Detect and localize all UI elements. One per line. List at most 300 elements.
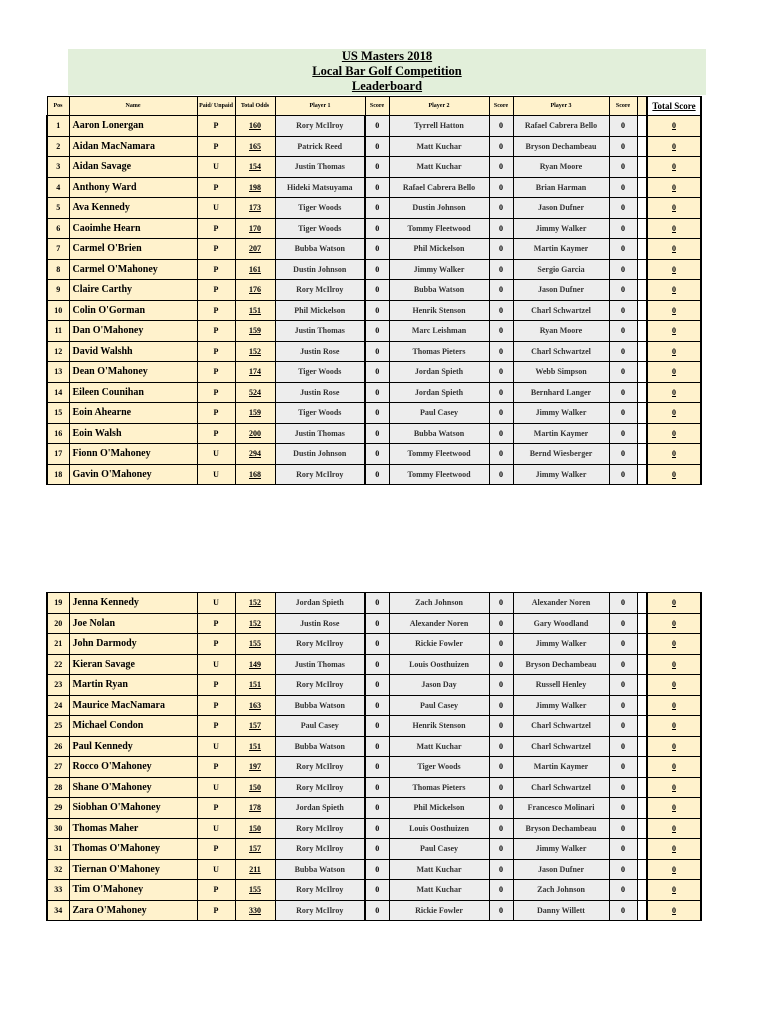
leaderboard-title: Leaderboard — [351, 79, 423, 93]
table-row — [47, 716, 701, 737]
row-name: Eileen Counihan — [69, 382, 197, 403]
table-row — [47, 280, 701, 301]
row-player3: Ryan Moore — [513, 321, 609, 342]
row-paid-status: P — [197, 382, 235, 403]
row-paid-status: P — [197, 136, 235, 157]
row-paid-status: U — [197, 444, 235, 465]
row-score1: 0 — [365, 444, 389, 465]
row-paid-status: P — [197, 321, 235, 342]
row-gap — [637, 880, 647, 901]
row-player2: Alexander Noren — [389, 613, 489, 634]
row-player3: Bryson Dechambeau — [513, 654, 609, 675]
row-player2: Thomas Pieters — [389, 341, 489, 362]
row-total-score: 0 — [647, 300, 701, 321]
table-row — [47, 321, 701, 342]
table-row — [47, 818, 701, 839]
row-player2: Dustin Johnson — [389, 198, 489, 219]
row-player2: Paul Casey — [389, 839, 489, 860]
table-row — [47, 157, 701, 178]
row-pos: 8 — [47, 259, 69, 280]
row-name: Thomas Maher — [69, 818, 197, 839]
row-paid-status: P — [197, 239, 235, 260]
row-total-score: 0 — [647, 900, 701, 921]
row-score1: 0 — [365, 218, 389, 239]
row-name: Siobhan O'Mahoney — [69, 798, 197, 819]
row-name: Gavin O'Mahoney — [69, 464, 197, 485]
row-player1: Bubba Watson — [275, 859, 365, 880]
row-total-score: 0 — [647, 218, 701, 239]
row-pos: 29 — [47, 798, 69, 819]
row-gap — [637, 757, 647, 778]
row-score1: 0 — [365, 157, 389, 178]
row-score2: 0 — [489, 423, 513, 444]
row-score1: 0 — [365, 736, 389, 757]
row-gap — [637, 218, 647, 239]
row-score2: 0 — [489, 116, 513, 137]
row-score3: 0 — [609, 403, 637, 424]
row-pos: 31 — [47, 839, 69, 860]
row-gap — [637, 654, 647, 675]
row-score1: 0 — [365, 239, 389, 260]
row-player1: Rory McIlroy — [275, 818, 365, 839]
row-total-score: 0 — [647, 695, 701, 716]
row-pos: 10 — [47, 300, 69, 321]
row-gap — [637, 736, 647, 757]
row-player3: Gary Woodland — [513, 613, 609, 634]
row-paid-status: U — [197, 157, 235, 178]
row-player3: Charl Schwartzel — [513, 716, 609, 737]
row-player2: Jason Day — [389, 675, 489, 696]
row-pos: 26 — [47, 736, 69, 757]
row-pos: 14 — [47, 382, 69, 403]
row-player1: Rory McIlroy — [275, 116, 365, 137]
row-player2: Louis Oosthuizen — [389, 818, 489, 839]
row-total-odds: 159 — [235, 321, 275, 342]
row-gap — [637, 444, 647, 465]
row-paid-status: U — [197, 777, 235, 798]
row-total-score: 0 — [647, 321, 701, 342]
row-pos: 9 — [47, 280, 69, 301]
row-total-score: 0 — [647, 716, 701, 737]
row-total-odds: 161 — [235, 259, 275, 280]
row-score3: 0 — [609, 736, 637, 757]
row-score1: 0 — [365, 716, 389, 737]
row-name: Joe Nolan — [69, 613, 197, 634]
header-pos: Pos — [47, 97, 69, 116]
table-row — [47, 403, 701, 424]
row-paid-status: U — [197, 464, 235, 485]
row-total-odds: 152 — [235, 613, 275, 634]
row-pos: 32 — [47, 859, 69, 880]
row-score1: 0 — [365, 900, 389, 921]
table-row — [47, 613, 701, 634]
row-paid-status: P — [197, 675, 235, 696]
row-score1: 0 — [365, 382, 389, 403]
row-score3: 0 — [609, 757, 637, 778]
row-score1: 0 — [365, 818, 389, 839]
row-player1: Jordan Spieth — [275, 593, 365, 614]
row-gap — [637, 818, 647, 839]
row-player1: Bubba Watson — [275, 695, 365, 716]
row-name: Martin Ryan — [69, 675, 197, 696]
row-player3: Charl Schwartzel — [513, 777, 609, 798]
row-total-odds: 176 — [235, 280, 275, 301]
row-score1: 0 — [365, 859, 389, 880]
row-player3: Jimmy Walker — [513, 464, 609, 485]
row-paid-status: U — [197, 654, 235, 675]
table-row — [47, 116, 701, 137]
row-player3: Jimmy Walker — [513, 634, 609, 655]
row-gap — [637, 321, 647, 342]
row-total-odds: 159 — [235, 403, 275, 424]
row-player2: Tommy Fleetwood — [389, 218, 489, 239]
row-name: Carmel O'Brien — [69, 239, 197, 260]
row-name: Michael Condon — [69, 716, 197, 737]
row-paid-status: U — [197, 198, 235, 219]
row-score2: 0 — [489, 777, 513, 798]
row-player1: Bubba Watson — [275, 239, 365, 260]
row-player1: Justin Rose — [275, 613, 365, 634]
row-player2: Matt Kuchar — [389, 736, 489, 757]
row-player2: Matt Kuchar — [389, 136, 489, 157]
row-total-score: 0 — [647, 880, 701, 901]
row-name: David Walshh — [69, 341, 197, 362]
row-player1: Dustin Johnson — [275, 259, 365, 280]
row-player3: Jason Dufner — [513, 280, 609, 301]
row-pos: 12 — [47, 341, 69, 362]
row-score3: 0 — [609, 444, 637, 465]
row-player1: Justin Rose — [275, 382, 365, 403]
row-paid-status: P — [197, 259, 235, 280]
row-player2: Tyrrell Hatton — [389, 116, 489, 137]
table-row — [47, 177, 701, 198]
row-name: Anthony Ward — [69, 177, 197, 198]
header-score1: Score — [365, 97, 389, 116]
row-total-score: 0 — [647, 464, 701, 485]
row-score2: 0 — [489, 900, 513, 921]
row-score2: 0 — [489, 136, 513, 157]
row-gap — [637, 177, 647, 198]
row-score3: 0 — [609, 116, 637, 137]
header-score2: Score — [489, 97, 513, 116]
row-paid-status: U — [197, 859, 235, 880]
row-score3: 0 — [609, 218, 637, 239]
row-name: Eoin Walsh — [69, 423, 197, 444]
row-pos: 21 — [47, 634, 69, 655]
row-score2: 0 — [489, 218, 513, 239]
row-name: Kieran Savage — [69, 654, 197, 675]
row-player3: Jimmy Walker — [513, 695, 609, 716]
row-pos: 24 — [47, 695, 69, 716]
row-score2: 0 — [489, 859, 513, 880]
row-score3: 0 — [609, 777, 637, 798]
row-total-score: 0 — [647, 177, 701, 198]
row-total-odds: 151 — [235, 300, 275, 321]
row-paid-status: P — [197, 423, 235, 444]
row-gap — [637, 900, 647, 921]
row-score2: 0 — [489, 716, 513, 737]
row-name: Aidan MacNamara — [69, 136, 197, 157]
header-paid: Paid/ Unpaid — [197, 97, 235, 116]
row-player1: Rory McIlroy — [275, 757, 365, 778]
row-pos: 15 — [47, 403, 69, 424]
row-total-score: 0 — [647, 198, 701, 219]
row-player3: Bernd Wiesberger — [513, 444, 609, 465]
row-score3: 0 — [609, 654, 637, 675]
row-score1: 0 — [365, 464, 389, 485]
row-name: Tiernan O'Mahoney — [69, 859, 197, 880]
row-pos: 34 — [47, 900, 69, 921]
row-player2: Rafael Cabrera Bello — [389, 177, 489, 198]
row-score1: 0 — [365, 321, 389, 342]
row-player2: Bubba Watson — [389, 423, 489, 444]
row-paid-status: P — [197, 403, 235, 424]
header-gap — [637, 97, 647, 116]
row-total-score: 0 — [647, 116, 701, 137]
row-score2: 0 — [489, 157, 513, 178]
table-row — [47, 382, 701, 403]
row-score2: 0 — [489, 259, 513, 280]
row-player1: Paul Casey — [275, 716, 365, 737]
row-player1: Tiger Woods — [275, 198, 365, 219]
row-paid-status: P — [197, 613, 235, 634]
row-player1: Jordan Spieth — [275, 798, 365, 819]
row-player2: Jimmy Walker — [389, 259, 489, 280]
table-row — [47, 900, 701, 921]
table-row — [47, 695, 701, 716]
row-score3: 0 — [609, 818, 637, 839]
row-player2: Jordan Spieth — [389, 362, 489, 383]
row-total-score: 0 — [647, 757, 701, 778]
table-row — [47, 464, 701, 485]
row-score3: 0 — [609, 177, 637, 198]
row-score3: 0 — [609, 198, 637, 219]
row-paid-status: P — [197, 695, 235, 716]
row-player2: Marc Leishman — [389, 321, 489, 342]
row-gap — [637, 198, 647, 219]
row-score3: 0 — [609, 464, 637, 485]
table-row — [47, 675, 701, 696]
leaderboard-title-block — [68, 49, 706, 95]
row-total-score: 0 — [647, 818, 701, 839]
row-player3: Bryson Dechambeau — [513, 818, 609, 839]
row-total-odds: 155 — [235, 634, 275, 655]
row-score2: 0 — [489, 362, 513, 383]
row-total-odds: 178 — [235, 798, 275, 819]
row-total-odds: 165 — [235, 136, 275, 157]
row-score3: 0 — [609, 880, 637, 901]
table-row — [47, 634, 701, 655]
row-score3: 0 — [609, 321, 637, 342]
row-score1: 0 — [365, 300, 389, 321]
row-total-score: 0 — [647, 239, 701, 260]
row-paid-status: P — [197, 880, 235, 901]
row-pos: 13 — [47, 362, 69, 383]
row-score2: 0 — [489, 818, 513, 839]
row-player1: Patrick Reed — [275, 136, 365, 157]
row-name: Rocco O'Mahoney — [69, 757, 197, 778]
row-player3: Martin Kaymer — [513, 757, 609, 778]
row-gap — [637, 157, 647, 178]
row-total-odds: 168 — [235, 464, 275, 485]
row-player1: Tiger Woods — [275, 403, 365, 424]
row-pos: 18 — [47, 464, 69, 485]
row-score3: 0 — [609, 675, 637, 696]
row-score1: 0 — [365, 136, 389, 157]
row-total-odds: 197 — [235, 757, 275, 778]
row-score3: 0 — [609, 362, 637, 383]
header-player1: Player 1 — [275, 97, 365, 116]
row-score3: 0 — [609, 859, 637, 880]
row-player2: Jordan Spieth — [389, 382, 489, 403]
row-paid-status: P — [197, 716, 235, 737]
row-gap — [637, 695, 647, 716]
row-player3: Francesco Molinari — [513, 798, 609, 819]
row-player2: Louis Oosthuizen — [389, 654, 489, 675]
row-gap — [637, 341, 647, 362]
row-total-odds: 170 — [235, 218, 275, 239]
row-name: Dan O'Mahoney — [69, 321, 197, 342]
row-player1: Dustin Johnson — [275, 444, 365, 465]
row-pos: 20 — [47, 613, 69, 634]
row-pos: 17 — [47, 444, 69, 465]
row-player1: Justin Thomas — [275, 321, 365, 342]
row-player2: Rickie Fowler — [389, 900, 489, 921]
row-paid-status: P — [197, 634, 235, 655]
row-gap — [637, 593, 647, 614]
table-row — [47, 136, 701, 157]
row-player3: Jimmy Walker — [513, 218, 609, 239]
row-paid-status: P — [197, 280, 235, 301]
row-total-odds: 163 — [235, 695, 275, 716]
row-score1: 0 — [365, 613, 389, 634]
leaderboard-table-page-1 — [46, 96, 702, 485]
table-header-row — [47, 97, 701, 116]
row-paid-status: P — [197, 839, 235, 860]
row-score2: 0 — [489, 444, 513, 465]
row-score1: 0 — [365, 403, 389, 424]
row-total-score: 0 — [647, 859, 701, 880]
row-gap — [637, 613, 647, 634]
row-name: Colin O'Gorman — [69, 300, 197, 321]
row-pos: 22 — [47, 654, 69, 675]
row-score3: 0 — [609, 382, 637, 403]
row-total-odds: 207 — [235, 239, 275, 260]
row-score3: 0 — [609, 593, 637, 614]
row-total-odds: 173 — [235, 198, 275, 219]
row-score2: 0 — [489, 675, 513, 696]
row-pos: 16 — [47, 423, 69, 444]
row-total-score: 0 — [647, 736, 701, 757]
row-score1: 0 — [365, 259, 389, 280]
row-score1: 0 — [365, 654, 389, 675]
row-total-score: 0 — [647, 136, 701, 157]
row-score2: 0 — [489, 239, 513, 260]
row-score1: 0 — [365, 341, 389, 362]
row-player1: Bubba Watson — [275, 736, 365, 757]
row-paid-status: P — [197, 757, 235, 778]
row-player1: Rory McIlroy — [275, 777, 365, 798]
row-player3: Danny Willett — [513, 900, 609, 921]
row-pos: 6 — [47, 218, 69, 239]
row-total-score: 0 — [647, 777, 701, 798]
table-row — [47, 198, 701, 219]
row-score1: 0 — [365, 280, 389, 301]
row-player2: Thomas Pieters — [389, 777, 489, 798]
row-score2: 0 — [489, 382, 513, 403]
row-gap — [637, 839, 647, 860]
row-total-odds: 200 — [235, 423, 275, 444]
header-name: Name — [69, 97, 197, 116]
row-player1: Justin Thomas — [275, 654, 365, 675]
row-score3: 0 — [609, 280, 637, 301]
row-name: Claire Carthy — [69, 280, 197, 301]
row-score2: 0 — [489, 695, 513, 716]
row-player2: Matt Kuchar — [389, 157, 489, 178]
row-name: Zara O'Mahoney — [69, 900, 197, 921]
table-row — [47, 218, 701, 239]
row-name: Tim O'Mahoney — [69, 880, 197, 901]
row-score2: 0 — [489, 198, 513, 219]
table-row — [47, 593, 701, 614]
row-pos: 4 — [47, 177, 69, 198]
row-score2: 0 — [489, 839, 513, 860]
row-pos: 2 — [47, 136, 69, 157]
row-score1: 0 — [365, 695, 389, 716]
row-score2: 0 — [489, 736, 513, 757]
row-player3: Jason Dufner — [513, 859, 609, 880]
row-score1: 0 — [365, 177, 389, 198]
row-score1: 0 — [365, 798, 389, 819]
row-total-odds: 157 — [235, 839, 275, 860]
row-total-score: 0 — [647, 634, 701, 655]
table-row — [47, 300, 701, 321]
row-score1: 0 — [365, 198, 389, 219]
row-score3: 0 — [609, 341, 637, 362]
table-row — [47, 259, 701, 280]
row-player2: Henrik Stenson — [389, 716, 489, 737]
row-total-score: 0 — [647, 798, 701, 819]
row-player3: Sergio Garcia — [513, 259, 609, 280]
table-row — [47, 859, 701, 880]
row-player1: Rory McIlroy — [275, 900, 365, 921]
row-score2: 0 — [489, 613, 513, 634]
row-paid-status: P — [197, 362, 235, 383]
row-player2: Paul Casey — [389, 403, 489, 424]
row-total-score: 0 — [647, 259, 701, 280]
row-player3: Charl Schwartzel — [513, 736, 609, 757]
row-total-score: 0 — [647, 675, 701, 696]
table-row — [47, 362, 701, 383]
table-row — [47, 880, 701, 901]
row-pos: 30 — [47, 818, 69, 839]
row-score3: 0 — [609, 634, 637, 655]
row-total-score: 0 — [647, 341, 701, 362]
row-pos: 11 — [47, 321, 69, 342]
row-score2: 0 — [489, 634, 513, 655]
row-total-odds: 174 — [235, 362, 275, 383]
table-row — [47, 798, 701, 819]
header-total: Total Score — [647, 97, 701, 116]
row-gap — [637, 382, 647, 403]
row-player3: Ryan Moore — [513, 157, 609, 178]
table-row — [47, 341, 701, 362]
table-row — [47, 839, 701, 860]
competition-event-title: US Masters 2018 — [341, 49, 433, 63]
row-player1: Tiger Woods — [275, 218, 365, 239]
row-paid-status: P — [197, 341, 235, 362]
row-name: Caoimhe Hearn — [69, 218, 197, 239]
